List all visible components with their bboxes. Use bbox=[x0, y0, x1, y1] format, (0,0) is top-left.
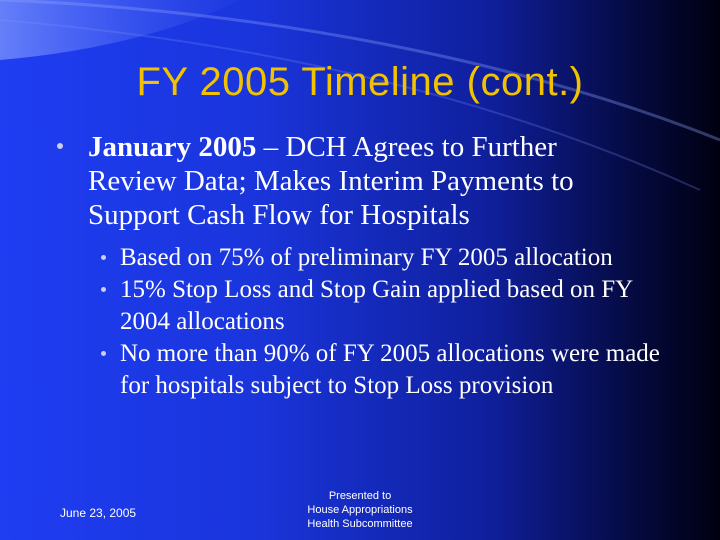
main-bullet-text: – DCH Agrees to Further Review Data; Makes Interim Payments to Support Cash Flow for Hospitals bbox=[88, 131, 574, 231]
main-bullet bbox=[88, 130, 648, 232]
sub-bullet-dot bbox=[101, 287, 106, 292]
sub-bullet bbox=[120, 338, 680, 402]
sub-bullet-text: 15% Stop Loss and Stop Gain applied based on FY 2004 allocations bbox=[120, 276, 633, 335]
sub-bullet-text: Based on 75% of preliminary FY 2005 allocation bbox=[120, 244, 613, 271]
footer-line: House Appropriations bbox=[307, 504, 413, 516]
sub-bullet-dot bbox=[101, 351, 106, 356]
sub-bullet-dot bbox=[101, 255, 106, 260]
footer-line: Health Subcommittee bbox=[307, 518, 413, 530]
footer-presenter bbox=[260, 489, 460, 531]
main-bullet-dot bbox=[57, 143, 63, 149]
footer-line: Presented to bbox=[328, 490, 392, 502]
main-bullet-date: January 2005 bbox=[88, 131, 257, 163]
slide-title: FY 2005 Timeline (cont.) bbox=[136, 60, 584, 104]
footer-date: June 23, 2005 bbox=[60, 506, 137, 520]
sub-bullet bbox=[120, 242, 680, 274]
sub-bullet bbox=[120, 274, 680, 338]
sub-bullet-list bbox=[120, 242, 680, 402]
sub-bullet-text: No more than 90% of FY 2005 allocations were made for hospitals subject to Stop Loss provision bbox=[120, 340, 660, 399]
